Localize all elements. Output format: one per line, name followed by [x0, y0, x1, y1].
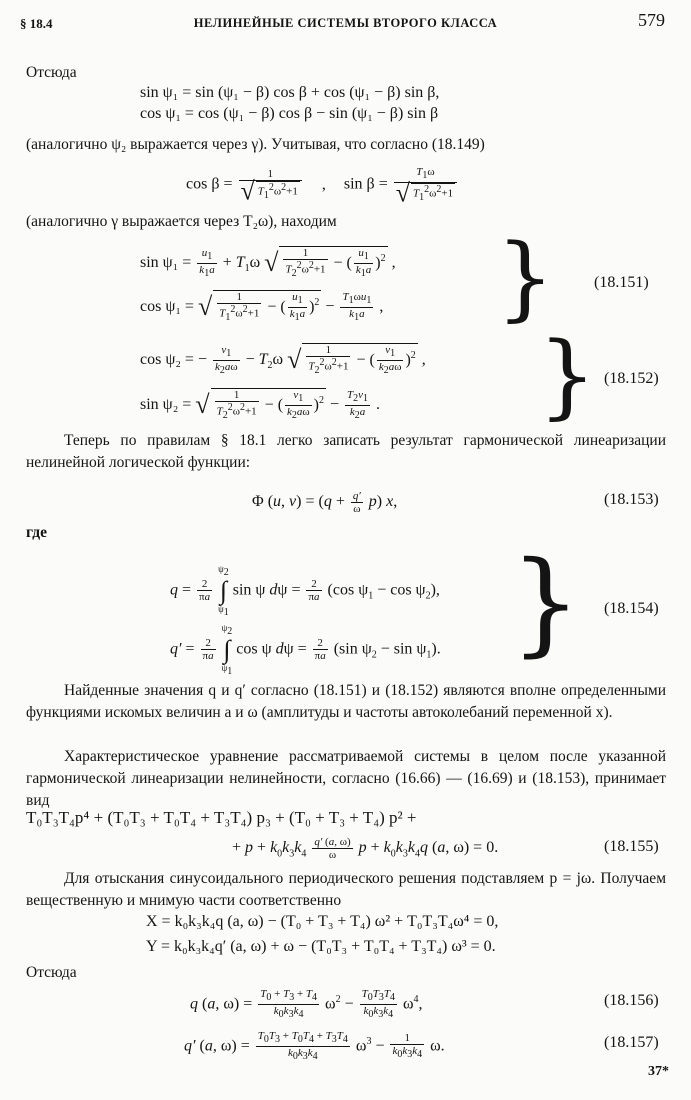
eq-155-b: + $p + k_0k_3k_4$ $\frac{q' (a, \omega)}{\omega}$ $p + k_0k_3k_4q$ (a, ω) = 0.: [232, 836, 499, 861]
sinbeta-lhs: sin β =: [343, 175, 388, 193]
eq-157: q′ (a, ω) = $\frac{T_0T_3 + T_0T_4 + T_3T_4}{k_0k_3k_4}$ $\omega^3$ − $\frac{1}{k_0k_3k_4}$ ω.: [184, 1030, 445, 1063]
section-label: § 18.4: [20, 16, 53, 31]
eqno-151: (18.151): [594, 274, 649, 291]
text-otsyuda-2: Отсюда: [26, 964, 77, 981]
eq-152-b: sin ψ₂ = √ $\frac{1}{T_2^2\omega^2+1}$ − ( $\frac{v_1}{k_2a\omega}$ )$^2$ − $\frac{T_2v_1}{k_2a}$ .: [140, 388, 381, 422]
eq-154-b: q′ = $\frac{2}{\pi a}$ $\psi_2$ ∫ $\psi_1$ cos ψ dψ = $\frac{2}{\pi a}$ (sin $\psi_2 - \sin \psi_1$).: [170, 623, 441, 677]
text-teper: Теперь по правилам § 18.1 легко записать результат гармонической линеаризации нелинейной логической функции:: [26, 432, 666, 471]
eq-151-b: cos ψ₁ = √ $\frac{1}{T_1^2\omega^2+1}$ − ( $\frac{u_1}{k_1a}$ )$^2$ − $\frac{T_1\omega u_1}{k_1a}$ ,: [140, 290, 384, 324]
eq-151-a-lhs: sin ψ₁ =: [140, 253, 192, 271]
eq-151-a: sin ψ₁ = $\frac{u_1}{k_1a}$ + $T_1\omega$ √ $\frac{1}{T_2^2\omega^2+1}$ − ( $\frac{u_1}{k_1a}$ )$^2$ ,: [140, 246, 396, 280]
cosbeta-lhs: cos β =: [186, 175, 233, 193]
eq-cosbeta-sinbeta: cos β = $\frac{1}{√ T_1^2\omega^2+1}$ , sin β = $\frac{T_1\omega}{√ T_1^2\omega^2+1}$: [186, 166, 459, 204]
text-harakter: Характеристическое уравнение рассматриваемой системы в целом после указанной гармонической линеаризации нелинейности, согласно (16.66) — (16.69) и (18.153), принимает вид: [26, 748, 666, 809]
text-analog-psi2: (аналогично ψ₂ выражается через γ). Учитывая, что согласно (18.149): [26, 136, 485, 153]
text-gde: где: [26, 524, 47, 541]
eq-152-a: cos ψ₂ = − $\frac{v_1}{k_2a\omega}$ − $T_2\omega$ √ $\frac{1}{T_2^2\omega^2+1}$ − ( $\frac{v_1}{k_2a\omega}$ )$^2$ ,: [140, 343, 426, 377]
text-analog-gamma: (аналогично γ выражается через T₂ω), находим: [26, 213, 337, 230]
printer-signature: 37*: [648, 1064, 669, 1079]
page-number: 579: [638, 10, 665, 30]
eq-Y: Y = k₀k₃k₄q′ (a, ω) + ω − (T₀T₃ + T₀T₄ + T₃T₄) ω³ = 0.: [146, 938, 496, 955]
eqno-155: (18.155): [604, 838, 659, 855]
brace-152: }: [538, 322, 597, 429]
eq-154-a: q = $\frac{2}{\pi a}$ $\psi_2$ ∫ $\psi_1$ sin ψ dψ = $\frac{2}{\pi a}$ (cos $\psi_1 - \cos \psi_2$),: [170, 564, 440, 618]
eq-152-a-lhs: cos ψ₂ = −: [140, 350, 207, 368]
eq-153: Φ (u, v) = (q + $\frac{q'}{\omega}$ p) x,: [252, 490, 398, 515]
text-otsyuda-1: Отсюда: [26, 64, 77, 81]
eqno-157: (18.157): [604, 1034, 659, 1051]
brace-151: }: [496, 224, 555, 331]
eqno-152: (18.152): [604, 370, 659, 387]
eqno-153: (18.153): [604, 491, 659, 508]
brace-154: }: [510, 538, 582, 668]
eq-152-b-lhs: sin ψ₂ =: [140, 395, 192, 413]
eq-sin-psi1: sin ψ₁ = sin (ψ₁ − β) cos β + cos (ψ₁ − β) sin β,: [140, 84, 440, 101]
eqno-154: (18.154): [604, 600, 659, 617]
text-naydennye: Найденные значения q и q′ согласно (18.151) и (18.152) являются вполне определенными функциями искомых величин a и ω (амплитуды и частоты автоколебаний переменной x).: [26, 682, 666, 721]
running-title: НЕЛИНЕЙНЫЕ СИСТЕМЫ ВТОРОГО КЛАССА: [193, 16, 498, 30]
eq-151-b-lhs: cos ψ₁ =: [140, 297, 194, 315]
eqno-156: (18.156): [604, 992, 659, 1009]
eq-cos-psi1: cos ψ₁ = cos (ψ₁ − β) cos β − sin (ψ₁ − β) sin β: [140, 105, 439, 122]
text-dlya: Для отыскания синусоидального периодического решения подставляем p = jω. Получаем вещественную и мнимую части соответственно: [26, 870, 666, 909]
eq-X: X = k₀k₃k₄q (a, ω) − (T₀ + T₃ + T₄) ω² + T₀T₃T₄ω⁴ = 0,: [146, 913, 499, 930]
eq-156: q (a, ω) = $\frac{T_0 + T_3 + T_4}{k_0k_3k_4}$ $\omega^2$ − $\frac{T_0T_3T_4}{k_0k_3k_4}$ $\omega^4$,: [190, 988, 423, 1021]
sinbeta-frac: $\frac{T_1\omega}{√ T_1^2\omega^2+1}$: [394, 166, 457, 204]
eq-155-a: T₀T₃T₄p⁴ + (T₀T₃ + T₀T₄ + T₃T₄) p₃ + (T₀ + T₃ + T₄) p² +: [26, 808, 417, 827]
cosbeta-frac: $\frac{1}{√ T_1^2\omega^2+1}$: [239, 168, 302, 202]
